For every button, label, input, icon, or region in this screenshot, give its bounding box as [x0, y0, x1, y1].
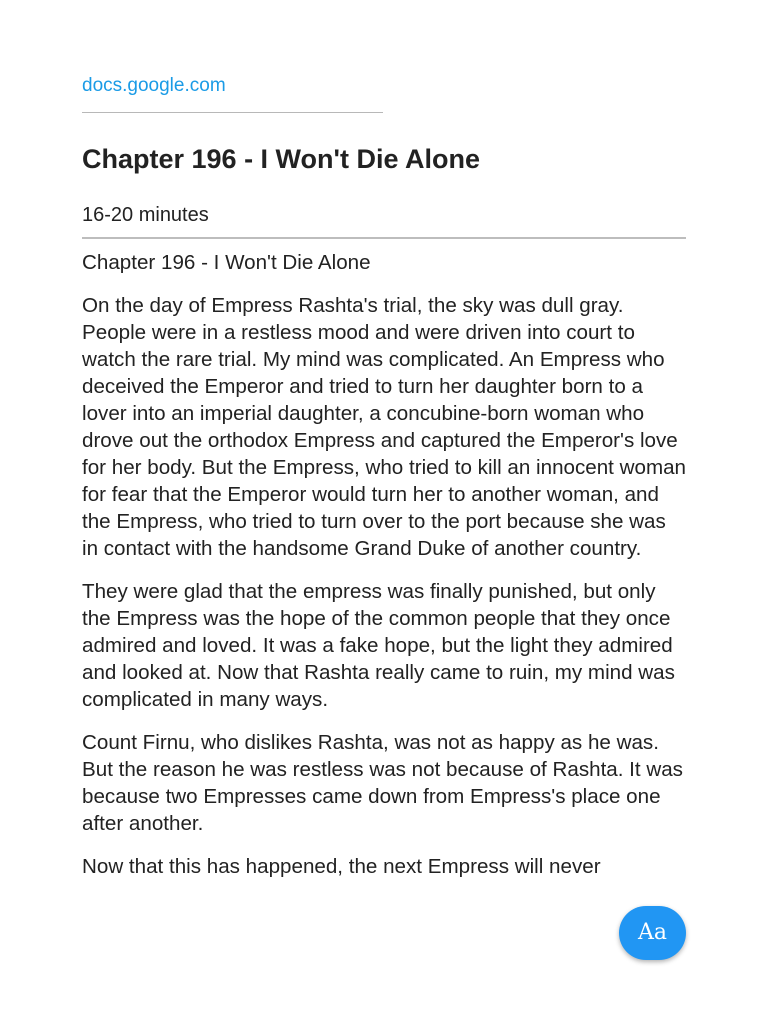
article-paragraph: They were glad that the empress was finally punished, but only the Empress was the hope of the common people that they once admired and loved. It was a fake hope, but the light they admired and looked at. Now that Rashta really came to ruin, my mind was complicated in many ways.: [82, 580, 675, 711]
article-paragraph: Chapter 196 - I Won't Die Alone: [82, 251, 371, 274]
source-divider: [82, 112, 383, 113]
article-paragraph: On the day of Empress Rashta's trial, the sky was dull gray. People were in a restless mood and were driven into court to watch the rare trial. My mind was complicated. An Empress who deceived the Emperor and tried to turn her daughter born to a lover into an imperial daughter, a concubine-born woman who drove out the orthodox Empress and captured the Emperor's love for her body. But the Empress, who tried to kill an innocent woman for fear that the Emperor would turn her to another woman, and the Empress, who tried to turn over to the port because she was in contact with the handsome Grand Duke of another country.: [82, 294, 687, 560]
article-paragraph: Count Firnu, who dislikes Rashta, was not as happy as he was. But the reason he was restless was not because of Rashta. It was because two Empresses came down from Empress's place one after another.: [82, 731, 683, 835]
font-settings-button[interactable]: Aa: [619, 906, 686, 960]
read-time: 16-20 minutes: [82, 204, 209, 226]
article-paragraph: Now that this has happened, the next Empress will never: [82, 855, 601, 878]
header-divider: [82, 237, 686, 239]
article-body: [82, 249, 686, 896]
article-title: Chapter 196 - I Won't Die Alone: [82, 144, 480, 174]
source-link[interactable]: docs.google.com: [82, 75, 226, 96]
